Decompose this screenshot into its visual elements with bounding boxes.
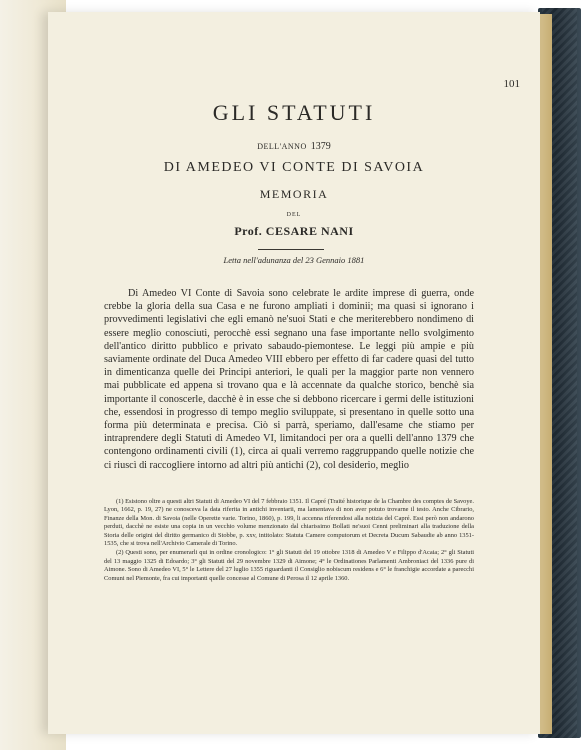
footnote-1: (1) Esistono oltre a questi altri Statuti di Amedeo VI del 7 febbraio 1351. Il Capré (Traité historique de la Chambre des comptes de Savoye. Lyon, 1662, p. 19, 27) ne conosceva la data riferita in antichi inventarii, ma lamentava di non aver potuto trovarne il testo. Anche Cibrario, Finanze della Mon. di Savoia (nelle Operette varie. Torino, 1860), p. 199, li accenna riferendosi alla notizia del Capré. Essi però non andarono perduti, dacchè ne esiste una copia in un vecchio volume menzionato dal chiarissimo Bollati ne'suoi Cenni preliminari alla traduzione della Storia delle origini del diritto germanico di Stobbe, p. xxv, intitolato: Statuta Camere computorum et Decreta Ducum Sabaudie ab anno 1351-1535, che si trova nell'Archivio Camerale di Torino. bbox=[104, 498, 474, 548]
subtitle: DI AMEDEO VI CONTE DI SAVOIA bbox=[163, 160, 425, 175]
body-text bbox=[104, 287, 474, 472]
footnotes bbox=[104, 498, 474, 584]
year-prefix: DELL'ANNO bbox=[257, 142, 307, 151]
year: 1379 bbox=[310, 141, 331, 152]
body-paragraph: Di Amedeo VI Conte di Savoia sono celebrate le ardite imprese di guerra, onde crebbe la gloria della sua Casa e ne furono ampliati i dominii; ma quasi si ignorano i provvedimenti legislativi che egli emanò ne'suoi Stati e che meriterebbero nondimeno di essere meglio conosciuti, perocchè essi segnano una fase importante nello svolgimento dell'antico diritto pubblico e privato sabaudo-piemontese. Le leggi più ampie e più saviamente ordinate del Duca Amedeo VIII ebbero per effetto di far cadere quasi del tutto in dimenticanza quelle dei Principi anteriori, le quali per la maggior parte non vennero mai pubblicate ed appena si trovano qua e là accennate da qualche storico, benchè sia importante il conoscerle, dacchè è in esse che si debbono ricercare i germi delle istituzioni che, essendosi in progresso di tempo meglio sviluppate, si presentano in quelle sotto una forma più determinata e precisa. Ciò si parrà, speriamo, dall'esame che stiamo per intraprendere degli Statuti di Amedeo VI, limitandoci per ora a quelli dell'anno 1379 che contengono ordinamenti civili (1), circa ai quali verremo raggruppando quelle notizie che ci riuscì di raccogliere intorno ad altri più antichi (2), col desiderio, meglio bbox=[104, 288, 474, 471]
page-number: 101 bbox=[503, 78, 520, 90]
page-title: GLI STATUTI bbox=[212, 100, 376, 125]
memoria-label: MEMORIA bbox=[259, 187, 329, 201]
title-rule bbox=[258, 249, 324, 250]
read-note: Letta nell'adunanza del 23 Gennaio 1881 bbox=[223, 255, 365, 265]
del-label: DEL bbox=[286, 212, 302, 218]
document-page bbox=[48, 12, 540, 734]
author-name: Prof. CESARE NANI bbox=[234, 224, 354, 238]
footnote-2: (2) Questi sono, per enumerarli qui in ordine cronologico: 1° gli Statuti del 19 ottobre 1318 di Amedeo V e Filippo d'Acaia; 2° gli Statuti del 13 maggio 1325 di Edoardo; 3° gli Statuti del 29 novembre 1329 di Aimone; 4° le Ordinationes Parlamenti Ambroniaci del 1336 pure di Aimone. Sono di Amedeo VI, 5° le Lettere del 27 luglio 1355 riguardanti il Consiglio nobiscum residens e 6° le franchigie accordate a parecchi Comuni nel Piemonte, fra cui importanti quelle concesse al Comune di Perosa il 12 aprile 1360. bbox=[104, 549, 474, 582]
year-line bbox=[48, 141, 540, 152]
